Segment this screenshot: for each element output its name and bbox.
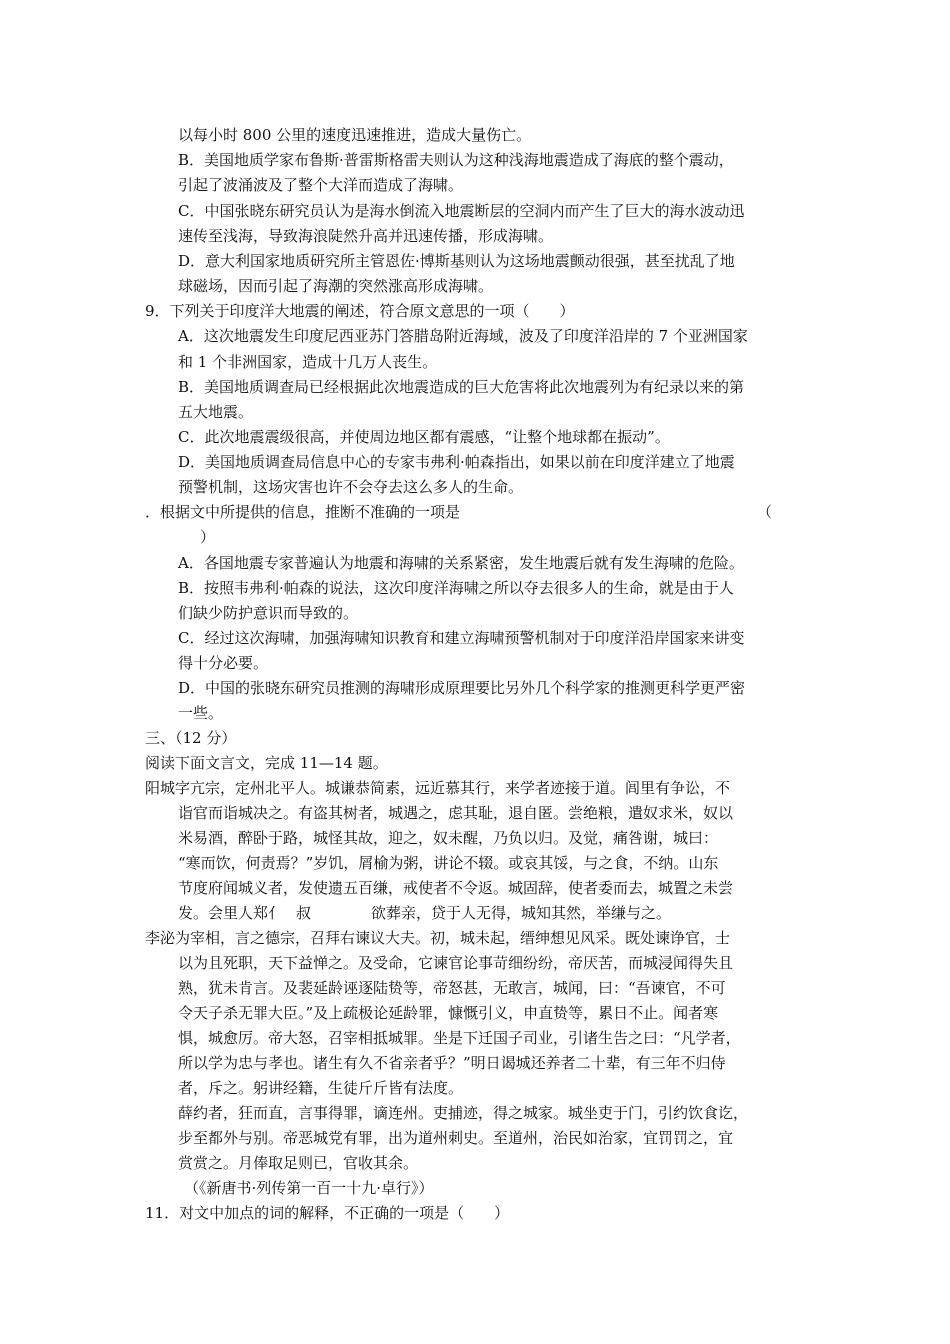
text-line: 预警机制，这场灾害也许不会夺去这么多人的生命。 — [178, 478, 524, 496]
option-a-line: A．这次地震发生印度尼西亚苏门答腊岛附近海域，波及了印度洋沿岸的 7 个亚洲国家 — [178, 327, 748, 345]
classical-text-line: 发。会里人郑亻 — [178, 904, 284, 922]
text-line: 以每小时 800 公里的速度迅速推进，造成大量伤亡。 — [178, 126, 532, 144]
option-d-line: D．意大利国家地质研究所主管恩佐·博斯基则认为这场地震颤动很强，甚至扰乱了地 — [178, 252, 735, 270]
option-b-line: B．按照韦弗利·帕森的说法，这次印度洋海啸之所以夺去很多人的生命，就是由于人 — [178, 579, 734, 597]
answer-bracket-close: ） — [200, 528, 216, 546]
question-9: 9．下列关于印度洋大地震的阐述，符合原文意思的一项（ ） — [145, 302, 575, 320]
option-d-line: D．中国的张晓东研究员推测的海啸形成原理要比另外几个科学家的推测更科学更严密 — [178, 679, 746, 697]
question-10: ．根据文中所提供的信息，推断不准确的一项是 — [145, 503, 461, 521]
text-line: 们缺少防护意识而导致的。 — [178, 604, 359, 622]
question-11: 11．对文中加点的词的解释，不正确的一项是（ ） — [145, 1204, 510, 1222]
source-citation: （《新唐书·列传第一百一十九·卓行》） — [184, 1179, 434, 1197]
text-line: 引起了波涌波及了整个大洋而造成了海啸。 — [178, 176, 464, 194]
option-c-line: C．中国张晓东研究员认为是海水倒流入地震断层的空洞内而产生了巨大的海水波动迅 — [178, 202, 745, 220]
classical-text-line: 以为且死职，天下益惮之。及受命，它谏官论事苛细纷纷，帝厌苦，而城浸闻得失且 — [178, 954, 734, 972]
classical-text-line: 薛约者，狂而直，言事得罪，谪连州。吏捕迹，得之城家。城坐吏于门，引约饮食讫， — [178, 1104, 749, 1122]
classical-text-line: 米易酒，醉卧于路，城怪其故，迎之，奴未醒，乃负以归。及觉，痛咎谢，城曰： — [178, 829, 719, 847]
classical-text-line: 节度府闻城义者，发使遗五百缣，戒使者不令返。城固辞，使者委而去，城置之未尝 — [178, 879, 734, 897]
classical-text-line: 所以学为忠与孝也。诸生有久不省亲者乎？”明日谒城还养者二十辈，有三年不归侍 — [178, 1054, 726, 1072]
option-d-line: D．美国地质调查局信息中心的专家韦弗利·帕森指出，如果以前在印度洋建立了地震 — [178, 453, 735, 471]
classical-text-line: 阳城字亢宗，定州北平人。城谦恭简素，远近慕其行，来学者迹接于道。闾里有争讼，不 — [145, 779, 731, 797]
classical-text-line: 熟，犹未肯言。及裴延龄诬逐陆贽等，帝怒甚，无敢言，城闻，曰：“吾谏官，不可 — [178, 979, 726, 997]
section-heading: 三、（12 分） — [145, 729, 237, 747]
classical-text-line: 惧，城愈厉。帝大怒，召宰相抵城罪。坐是下迁国子司业，引诸生告之曰：“凡学者， — [178, 1029, 741, 1047]
option-c-line: C．此次地震震级很高，并使周边地区都有震感，“让整个地球都在振动”。 — [178, 428, 670, 446]
answer-bracket-open: （ — [757, 503, 773, 521]
option-a-line: A．各国地震专家普遍认为地震和海啸的关系紧密，发生地震后就有发生海啸的危险。 — [178, 554, 744, 572]
classical-text-line: 赏赏之。月俸取足则已，官收其余。 — [178, 1154, 419, 1172]
text-line: 速传至浅海，导致海浪陡然升高并迅速传播，形成海啸。 — [178, 227, 554, 245]
classical-text-line: 者，斥之。躬讲经籍，生徒斤斤皆有法度。 — [178, 1079, 464, 1097]
classical-text-line: 令天子杀无罪大臣。”及上疏极论延龄罪，慷慨引义，申直贽等，累日不止。闻者寒 — [178, 1004, 719, 1022]
option-b-line: B．美国地质调查局已经根据此次地震造成的巨大危害将此次地震列为有纪录以来的第 — [178, 378, 745, 396]
option-b-line: B．美国地质学家布鲁斯·普雷斯格雷夫则认为这种浅海地震造成了海底的整个震动， — [178, 151, 734, 169]
text-line: 得十分必要。 — [178, 654, 269, 672]
classical-text-fragment: 叔 — [296, 904, 312, 922]
instruction-line: 阅读下面文言文，完成 11—14 题。 — [145, 754, 388, 772]
text-line: 五大地震。 — [178, 403, 254, 421]
text-line: 一些。 — [178, 704, 224, 722]
classical-text-line: 步至都外与别。帝恶城党有罪，出为道州刺史。至道州，治民如治家，宜罚罚之，宜 — [178, 1129, 734, 1147]
classical-text-line: 李泌为宰相，言之德宗，召拜右谏议大夫。初，城未起，缙绅想见风采。既处谏诤官，士 — [145, 929, 731, 947]
option-c-line: C．经过这次海啸，加强海啸知识教育和建立海啸预警机制对于印度洋沿岸国家来讲变 — [178, 629, 745, 647]
classical-text-fragment: 欲葬亲，贷于人无得，城知其然，举缣与之。 — [371, 904, 672, 922]
classical-text-line: 诣官而诣城决之。有盗其树者，城遇之，虑其耻，退自匿。尝绝粮，遣奴求米，奴以 — [178, 804, 734, 822]
classical-text-line: “寒而饮，何责焉？”岁饥，屑榆为粥，讲论不辍。或哀其馁，与之食，不纳。山东 — [178, 854, 719, 872]
text-line: 和 1 个非洲国家，造成十几万人丧生。 — [178, 353, 438, 371]
text-line: 球磁场，因而引起了海潮的突然涨高形成海啸。 — [178, 277, 494, 295]
